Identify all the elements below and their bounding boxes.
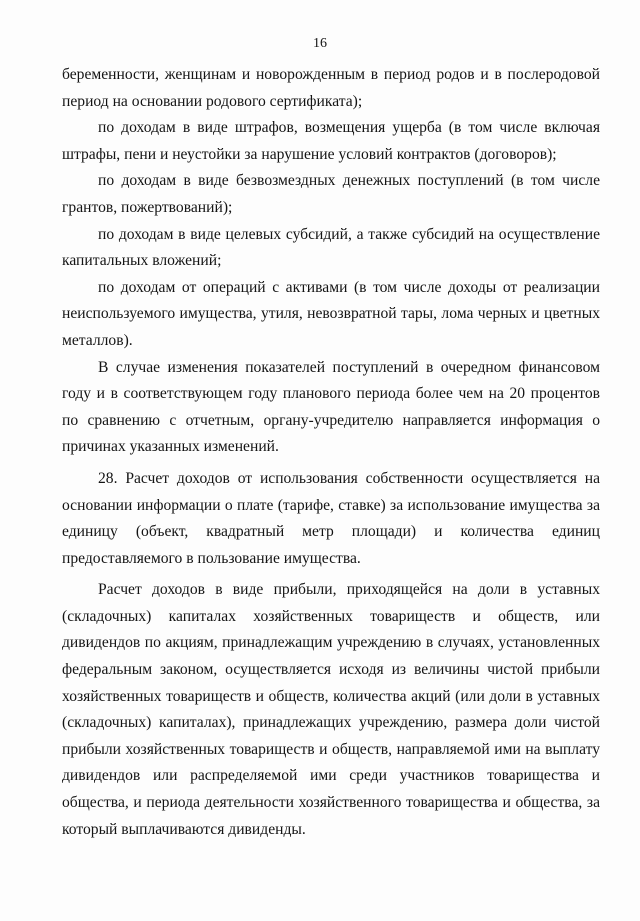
paragraph-dividends: Расчет доходов в виде прибыли, приходящейся на доли в уставных (складочных) капиталах хозяйственных товариществ и обществ, или дивидендов по акциям, принадлежащим учреждению в случаях, установленных федеральным законом, осуществляется исходя из величины чистой прибыли хозяйственных товариществ и обществ, количества акций (или доли в уставных (складочных) капиталах), принадлежащих учреждению, размера доли чистой прибыли хозяйственных товариществ и обществ, направляемой ими на выплату дивидендов или распределяемой ими среди участников товарищества и общества, и периода деятельности хозяйственного товарищества и общества, за который выплачиваются дивиденды.	[62, 581, 600, 838]
paragraph-changes: В случае изменения показателей поступлений в очередном финансовом году и в соответствующем году планового периода более чем на 20 процентов по сравнению с отчетным, органу-учредителю направляется информация о причинах указанных изменений.	[62, 358, 600, 456]
paragraph-item-28: 28. Расчет доходов от использования собственности осуществляется на основании информации о плате (тарифе, ставке) за использование имущества за единицу (объект, квадратный метр площади) и количества единиц предоставляемого в пользование имущества.	[62, 469, 600, 567]
paragraph-assets: по доходам от операций с активами (в том числе доходы от реализации неиспользуемого имущества, утиля, невозвратной тары, лома черных и цветных металлов).	[62, 278, 600, 349]
paragraph-grants: по доходам в виде безвозмездных денежных поступлений (в том числе грантов, пожертвований);	[62, 172, 600, 216]
page-number: 16	[313, 36, 327, 51]
paragraph-subsidies: по доходам в виде целевых субсидий, а также субсидий на осуществление капитальных вложений;	[62, 225, 600, 270]
paragraph-fines: по доходам в виде штрафов, возмещения ущерба (в том числе включая штрафы, пени и неустойки за нарушение условий контрактов (договоров);	[62, 119, 600, 163]
document-body	[62, 62, 600, 843]
paragraph-continuation: беременности, женщинам и новорожденным в период родов и в послеродовой период на основании родового сертификата);	[62, 66, 600, 110]
